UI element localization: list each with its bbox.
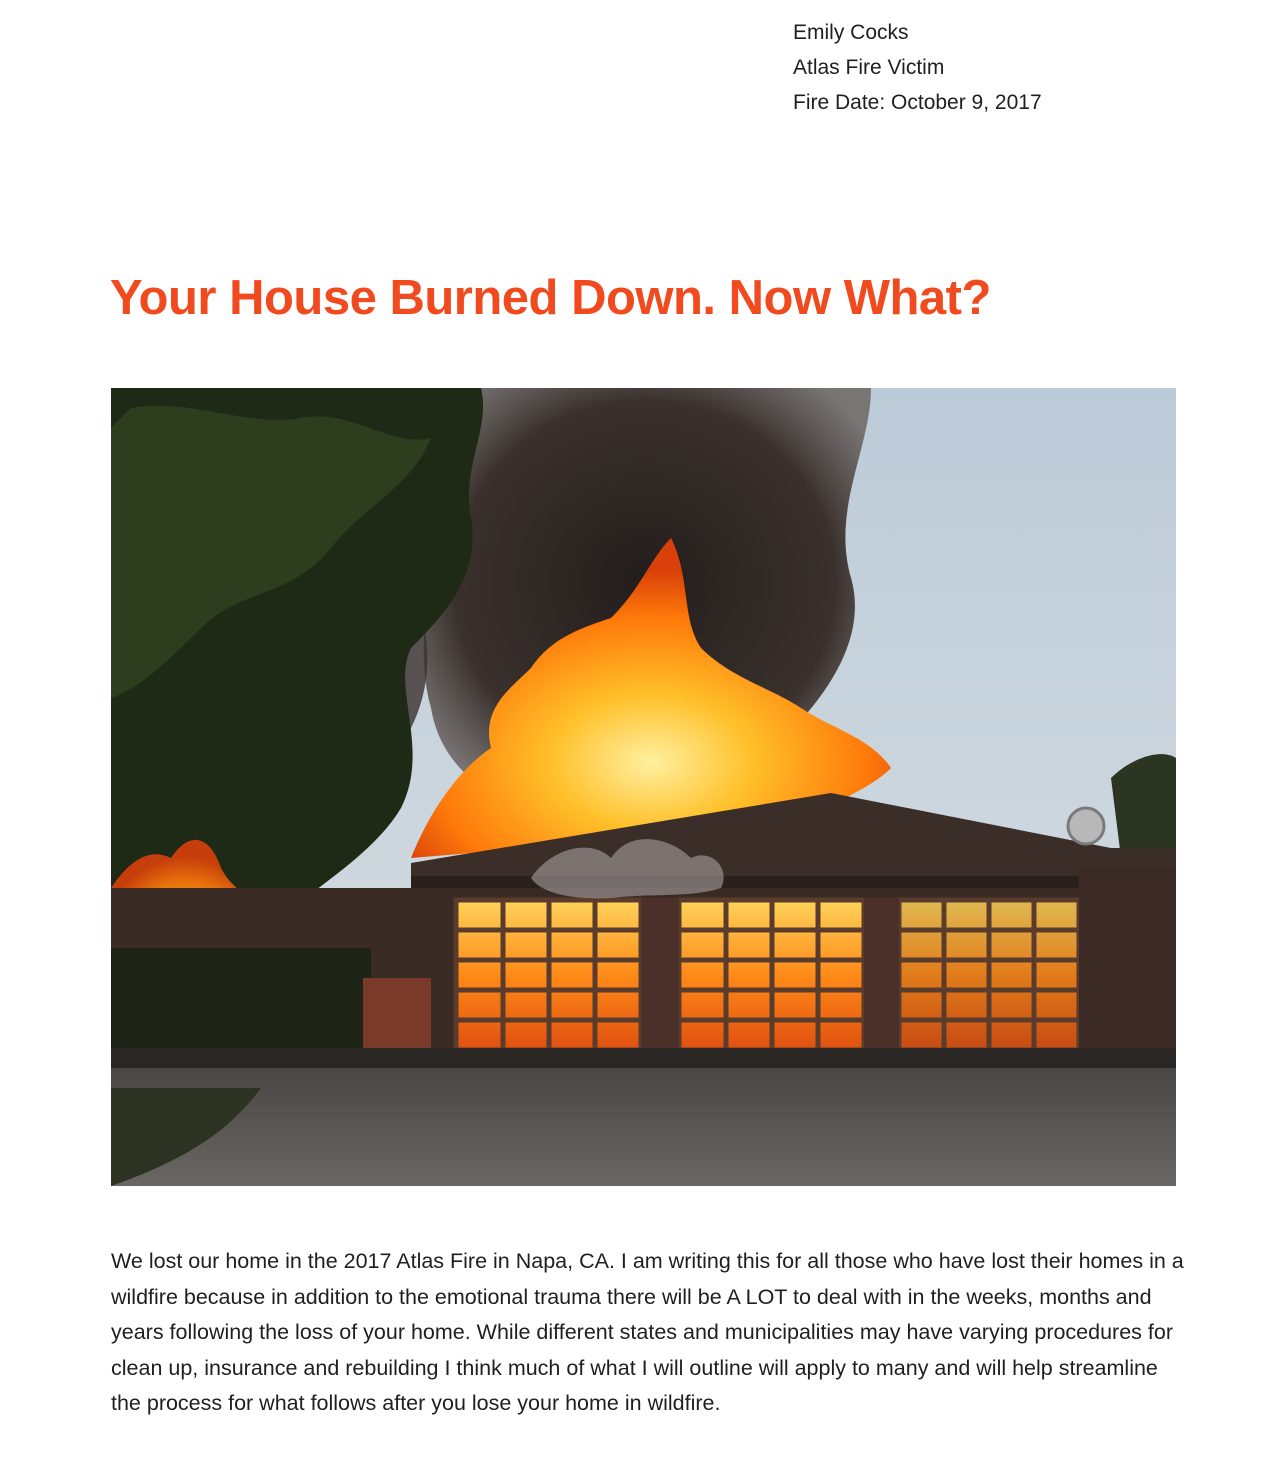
pillar-1 — [641, 898, 679, 1058]
intro-paragraph: We lost our home in the 2017 Atlas Fire in Napa, CA. I am writing this for all those who have lost their homes in a wildfire because in addition to the emotional trauma there will be A LOT to deal with in the weeks, months and years following the loss of your home. While different states and municipalities may have varying procedures for clean up, insurance and rebuilding I think much of what I will outline will apply to many and will help streamline the process for what follows after you lose your home in wildfire. — [111, 1249, 1184, 1415]
burning-house-photo — [111, 388, 1176, 1186]
house-wall-right — [1079, 868, 1176, 1058]
author-name: Emily Cocks — [793, 21, 909, 44]
page-title: Your House Burned Down. Now What? — [110, 271, 991, 325]
dark-band — [111, 1048, 1176, 1068]
author-role: Atlas Fire Victim — [793, 56, 945, 79]
fire-date: Fire Date: October 9, 2017 — [793, 91, 1042, 114]
driveway — [111, 1068, 1176, 1186]
author-block — [793, 15, 1042, 120]
satellite-dish — [1068, 808, 1104, 844]
roof-fascia — [411, 876, 1111, 890]
pillar-2 — [864, 898, 899, 1058]
hedge-left — [111, 948, 371, 1058]
